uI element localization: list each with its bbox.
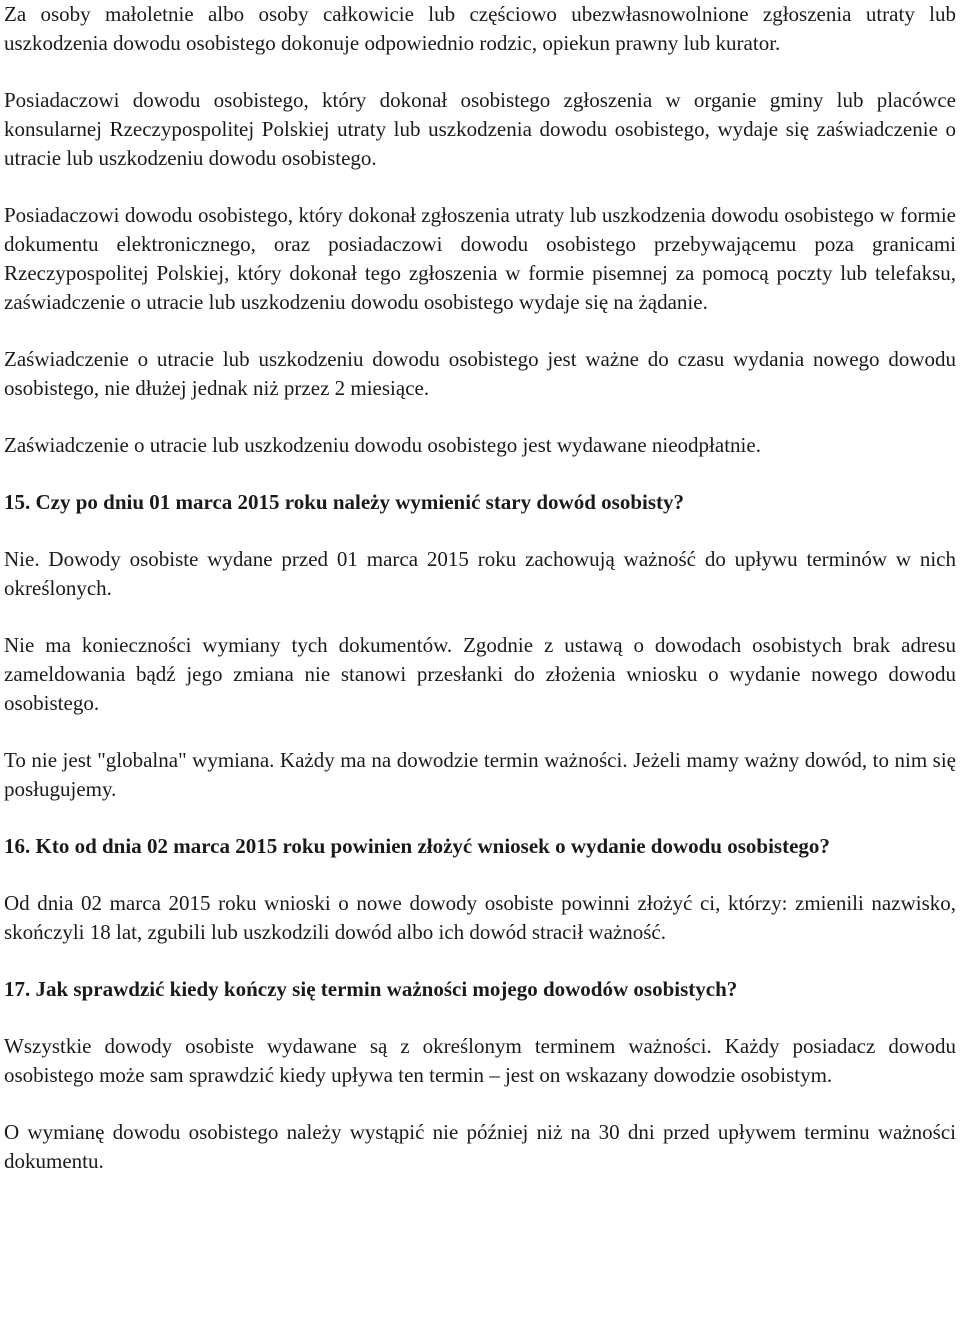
answer-15-part-1: Nie. Dowody osobiste wydane przed 01 marca 2015 roku zachowują ważność do upływu terminów w nich określonych. [4, 547, 956, 600]
document-page [4, 0, 956, 1176]
paragraph-minors-reporting: Za osoby małoletnie albo osoby całkowicie lub częściowo ubezwłasnowolnione zgłoszenia utraty lub uszkodzenia dowodu osobistego dokonuje odpowiednio rodzic, opiekun prawny lub kurator. [4, 2, 956, 55]
question-17-heading: 17. Jak sprawdzić kiedy kończy się termin ważności mojego dowodów osobistych? [4, 977, 738, 1001]
question-15-heading: 15. Czy po dniu 01 marca 2015 roku należy wymienić stary dowód osobisty? [4, 490, 685, 514]
paragraph-electronic-report-certificate: Posiadaczowi dowodu osobistego, który dokonał zgłoszenia utraty lub uszkodzenia dowodu osobistego w formie dokumentu elektronicznego, oraz posiadaczowi dowodu osobistego przebywającemu poza granicami Rzeczypospolitej Polskiej, który dokonał tego zgłoszenia w formie pisemnej za pomocą poczty lub telefaksu, zaświadczenie o utracie lub uszkodzeniu dowodu osobistego wydaje się na żądanie. [4, 203, 956, 314]
answer-16-part-1: Od dnia 02 marca 2015 roku wnioski o nowe dowody osobiste powinni złożyć ci, którzy: zmienili nazwisko, skończyli 18 lat, zgubili lub uszkodzili dowód albo ich dowód stracił ważność. [4, 891, 956, 944]
answer-15-part-2: Nie ma konieczności wymiany tych dokumentów. Zgodnie z ustawą o dowodach osobistych brak adresu zameldowania bądź jego zmiana nie stanowi przesłanki do złożenia wniosku o wydanie nowego dowodu osobistego. [4, 633, 956, 715]
answer-15-part-3: To nie jest "globalna" wymiana. Każdy ma na dowodzie termin ważności. Jeżeli mamy ważny dowód, to nim się posługujemy. [4, 748, 956, 801]
answer-17-part-1: Wszystkie dowody osobiste wydawane są z określonym terminem ważności. Każdy posiadacz dowodu osobistego może sam sprawdzić kiedy upływa ten termin – jest on wskazany dowodzie osobistym. [4, 1034, 956, 1087]
paragraph-certificate-validity: Zaświadczenie o utracie lub uszkodzeniu dowodu osobistego jest ważne do czasu wydania nowego dowodu osobistego, nie dłużej jednak niż przez 2 miesiące. [4, 347, 956, 400]
paragraph-certificate-free: Zaświadczenie o utracie lub uszkodzeniu dowodu osobistego jest wydawane nieodpłatnie. [4, 433, 761, 457]
paragraph-personal-report-certificate: Posiadaczowi dowodu osobistego, który dokonał osobistego zgłoszenia w organie gminy lub placówce konsularnej Rzeczypospolitej Polskiej utraty lub uszkodzenia dowodu osobistego, wydaje się zaświadczenie o utracie lub uszkodzeniu dowodu osobistego. [4, 88, 956, 170]
answer-17-part-2: O wymianę dowodu osobistego należy wystąpić nie później niż na 30 dni przed upływem terminu ważności dokumentu. [4, 1120, 956, 1173]
question-16-heading: 16. Kto od dnia 02 marca 2015 roku powinien złożyć wniosek o wydanie dowodu osobistego? [4, 834, 830, 858]
